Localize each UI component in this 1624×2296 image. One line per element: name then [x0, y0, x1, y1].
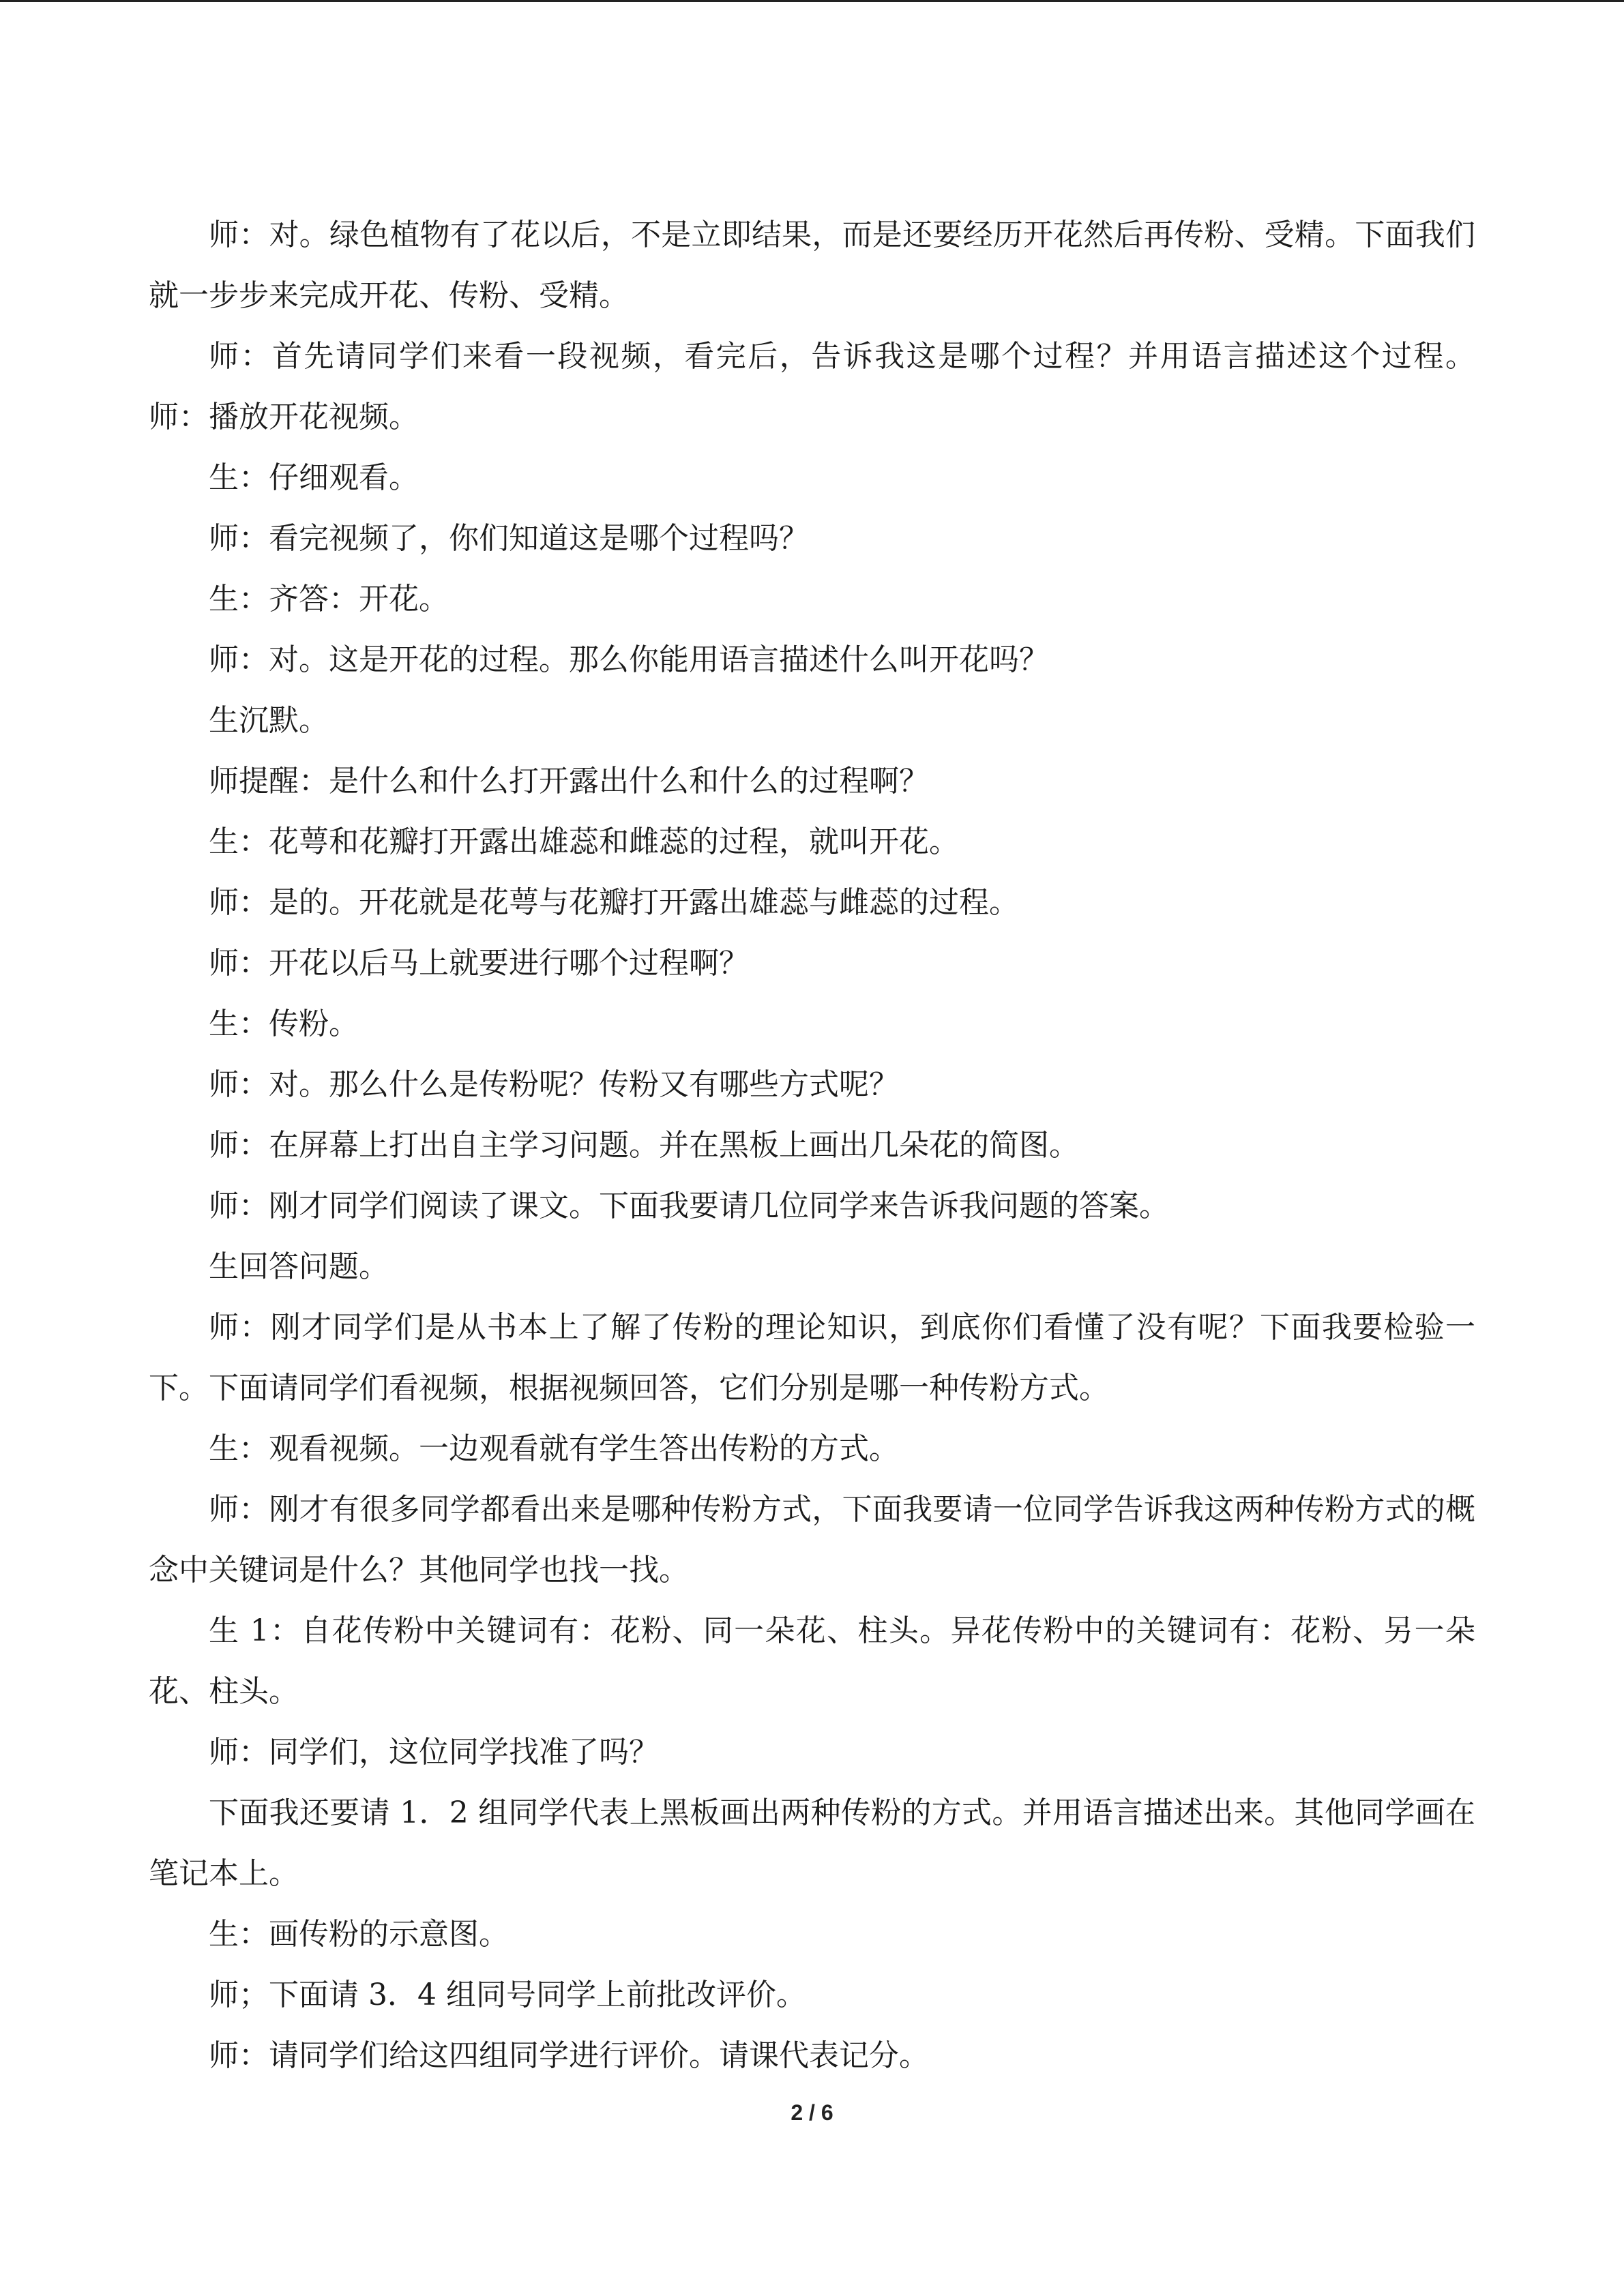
paragraph: 师：在屏幕上打出自主学习问题。并在黑板上画出几朵花的简图。	[209, 1128, 1079, 1163]
paragraph: 师：是的。开花就是花萼与花瓣打开露出雄蕊与雌蕊的过程。	[209, 885, 1019, 920]
paragraph: 生：齐答：开花。	[209, 582, 449, 616]
paragraph: 师：首先请同学们来看一段视频，看完后，告诉我这是哪个过程？并用语言描述这个过程。 师：播放开花视频。	[149, 339, 1494, 434]
paragraph: 师：刚才同学们是从书本上了解了传粉的理论知识，到底你们看懂了没有呢？下面我要检验一下。下面请同学们看视频，根据视频回答，它们分别是哪一种传粉方式。	[149, 1310, 1475, 1405]
paragraph: 生：观看视频。一边观看就有学生答出传粉的方式。	[209, 1431, 899, 1466]
paragraph: 师：刚才同学们阅读了课文。下面我要请几位同学来告诉我问题的答案。	[209, 1189, 1169, 1223]
paragraph: 师：看完视频了，你们知道这是哪个过程吗？	[209, 521, 809, 556]
paragraph: 生：传粉。	[209, 1007, 359, 1041]
paragraph: 师：同学们，这位同学找准了吗？	[209, 1735, 659, 1770]
page-number: 2 / 6	[791, 2100, 833, 2125]
paragraph: 师：对。这是开花的过程。那么你能用语言描述什么叫开花吗？	[209, 642, 1049, 677]
paragraph: 生：画传粉的示意图。	[209, 1917, 509, 1952]
paragraph: 师：刚才有很多同学都看出来是哪种传粉方式，下面我要请一位同学告诉我这两种传粉方式的概念中关键词是什么？其他同学也找一找。	[149, 1492, 1475, 1587]
paragraph: 生：仔细观看。	[209, 460, 419, 495]
paragraph: 生回答问题。	[209, 1249, 389, 1284]
paragraph: 下面我还要请 1．2 组同学代表上黑板画出两种传粉的方式。并用语言描述出来。其他同学画在笔记本上。	[149, 1795, 1475, 1891]
paragraph: 师；下面请 3．4 组同号同学上前批改评价。	[209, 1978, 806, 2012]
paragraph: 生沉默。	[209, 703, 329, 738]
top-border-line	[0, 0, 1624, 2]
paragraph: 师：请同学们给这四组同学进行评价。请课代表记分。	[209, 2038, 929, 2073]
document-body	[149, 205, 1494, 2086]
paragraph: 师：对。那么什么是传粉呢？传粉又有哪些方式呢？	[209, 1067, 899, 1102]
paragraph: 师提醒：是什么和什么打开露出什么和什么的过程啊？	[209, 764, 929, 799]
paragraph: 师：开花以后马上就要进行哪个过程啊？	[209, 946, 749, 981]
paragraph: 师：对。绿色植物有了花以后，不是立即结果，而是还要经历开花然后再传粉、受精。下面我们就一步步来完成开花、传粉、受精。	[149, 218, 1475, 313]
paragraph: 生：花萼和花瓣打开露出雄蕊和雌蕊的过程，就叫开花。	[209, 824, 959, 859]
paragraph: 生 1：自花传粉中关键词有：花粉、同一朵花、柱头。异花传粉中的关键词有：花粉、另一朵花、柱头。	[149, 1613, 1475, 1709]
